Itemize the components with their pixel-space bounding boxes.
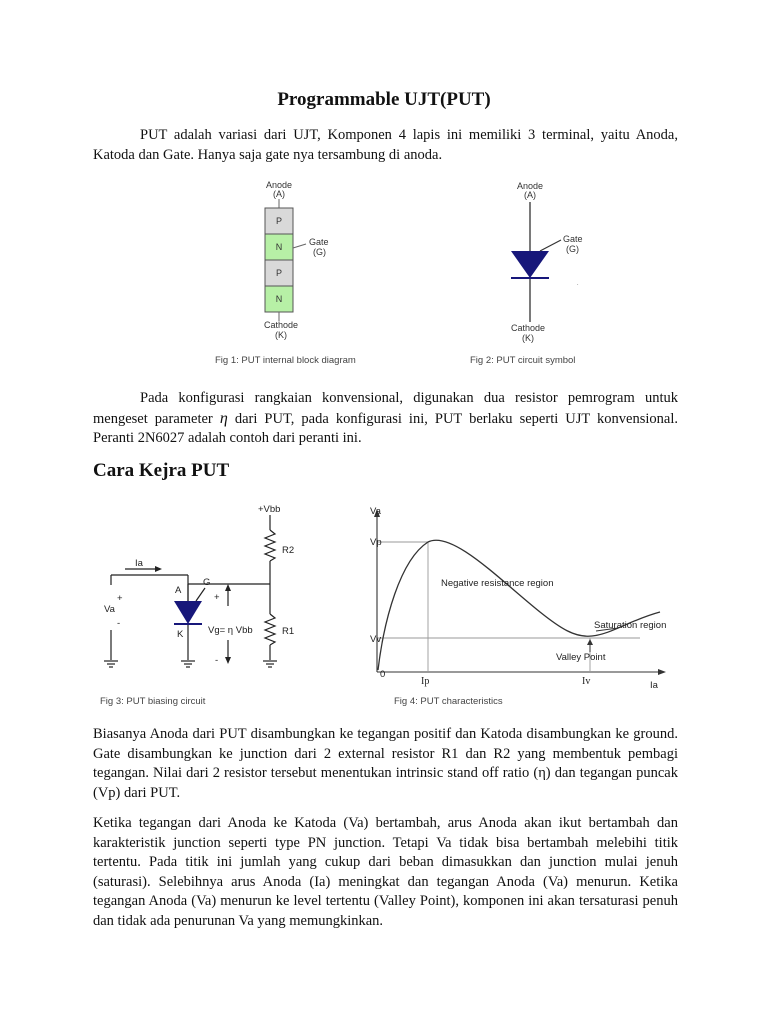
fig1-anode-sub: (A) [273, 189, 285, 199]
fig2-caption: Fig 2: PUT circuit symbol [470, 355, 576, 366]
fig1-anode-label: Anode [265, 180, 293, 190]
fig1-layer-label: P [275, 216, 283, 226]
fig4-curve [378, 540, 660, 670]
r2-resistor [265, 530, 275, 561]
fig3-ia-label: Ia [135, 558, 143, 569]
ground-symbols [104, 661, 277, 667]
r1-resistor [265, 614, 275, 645]
fig4-saturation-region: Saturation region [594, 620, 667, 631]
fig1-block-diagram [0, 0, 768, 380]
fig3-vbb-label: +Vbb [258, 504, 281, 515]
fig2-gate-label: Gate [563, 234, 583, 244]
fig4-x-axis-label: Ia [650, 680, 658, 691]
fig2-diode-triangle [511, 251, 549, 278]
fig3-g-label: G [203, 577, 211, 588]
fig3-vg-label: Vg= η Vbb [208, 625, 253, 636]
fig3-r2-label: R2 [282, 545, 295, 556]
fig4-valley-point: Valley Point [556, 652, 606, 663]
paragraph-4: Ketika tegangan dari Anoda ke Katoda (Va) bertambah, arus Anoda akan ikut bertambah dan karakteristik junction seperti type PN junction. Tetapi Va tidak bisa bertambah melebihi titik tertentu. Pada titik ini jumlah yang cukup dari beban dimasukkan dan junction mulai jenuh (saturasi). Selebihnya arus Anoda (Ia) meningkat dan tegangan Anoda (Va) menurun. Ketika tegangan Anoda (Va) menurun ke level tertentu (Valley Point), komponen ini akan tersaturasi penuh dan tidak ada penurunan Va yang memungkinkan. [93, 815, 678, 929]
fig3-va-label: Va [104, 604, 115, 615]
fig1-layer-label: N [275, 294, 283, 304]
fig4-ip-label: Ip [421, 676, 430, 687]
fig4-negative-region: Negative resistance region [441, 578, 554, 589]
fig2-anode-sub: (A) [524, 190, 536, 200]
paragraph-2: Pada konfigurasi rangkaian konvensional, digunakan dua resistor pemrogram untuk mengeset parameter η dari PUT, pada konfigurasi ini, PUT berlaku seperti UJT konvensional. Peranti 2N6027 adalah contoh dari peranti ini. [93, 390, 679, 446]
paragraph-3: Biasanya Anoda dari PUT disambungkan ke tegangan positif dan Katoda disambungkan ke ground. Gate disambungkan ke junction dari 2 external resistor R1 dan R2 yang membentuk pembagi tegangan. Nilai dari 2 resistor tersebut menentukan intrinsic stand off ratio (η) dan tegangan puncak (Vp) dari PUT. [93, 726, 678, 801]
fig4-origin-label: 0 [380, 669, 386, 680]
fig3-put-triangle [174, 601, 202, 624]
fig2-cathode-sub: (K) [522, 333, 534, 343]
fig4-vp-label: Vp [370, 537, 382, 548]
svg-text:.: . [577, 281, 579, 287]
fig3-biasing-circuit [0, 460, 768, 720]
section-heading: Cara Kejra PUT [93, 460, 230, 481]
fig3-caption: Fig 3: PUT biasing circuit [100, 696, 206, 707]
fig2-gate-lead [540, 240, 561, 251]
fig1-cathode-label: Cathode [263, 320, 299, 330]
fig3-a-label: A [175, 585, 182, 596]
fig2-gate-sub: (G) [566, 244, 579, 254]
fig1-layer-label: N [275, 242, 283, 252]
fig1-gate-label: Gate [309, 237, 329, 247]
fig4-vv-label: Vv [370, 634, 382, 645]
fig3-k-label: K [177, 629, 184, 640]
fig2-cathode-label: Cathode [510, 323, 546, 333]
page-title: Programmable UJT(PUT) [277, 89, 491, 110]
fig1-layer-label: P [275, 268, 283, 278]
fig1-cathode-sub: (K) [275, 330, 287, 340]
fig3-va-minus: - [117, 618, 121, 629]
fig4-iv-label: Iv [582, 676, 591, 687]
fig4-y-axis-label: Va [370, 506, 381, 517]
fig3-vg-plus: + [214, 592, 220, 603]
fig1-gate-sub: (G) [313, 247, 326, 257]
fig2-anode-label: Anode [516, 181, 544, 191]
eta-symbol: η [219, 409, 228, 427]
fig3-va-plus: + [117, 593, 123, 604]
intro-paragraph: PUT adalah variasi dari UJT, Komponen 4 lapis ini memiliki 3 terminal, yaitu Anoda, Katoda dan Gate. Hanya saja gate nya tersambung di anoda. [93, 127, 678, 163]
fig3-vg-minus: - [215, 655, 219, 666]
fig1-caption: Fig 1: PUT internal block diagram [215, 355, 356, 366]
fig4-caption: Fig 4: PUT characteristics [394, 696, 503, 707]
fig3-r1-label: R1 [282, 626, 295, 637]
